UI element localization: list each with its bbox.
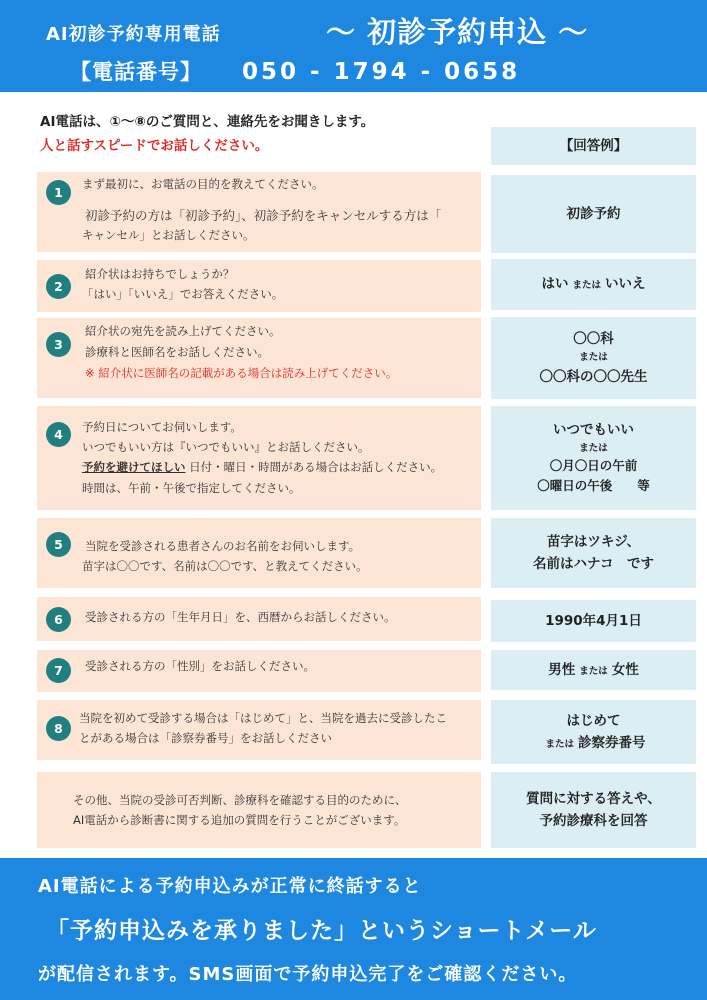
- phone-label: 【電話番号】: [70, 60, 202, 84]
- answer-5: [491, 518, 696, 588]
- question-4-line-4: 時間は、午前・午後で指定してください。: [82, 481, 301, 495]
- question-1-line-2: 初診予約の方は「初診予約」、初診予約をキャンセルする方は「: [85, 208, 442, 223]
- question-3: [37, 318, 481, 398]
- answer-2-no: いいえ: [605, 276, 646, 293]
- answer-3: [491, 317, 696, 399]
- answer-5-line-1: 苗字はツキジ、: [546, 533, 641, 550]
- number-6-icon: 6: [46, 607, 71, 632]
- question-4: [37, 406, 481, 510]
- header-subtitle: AI初診予約専用電話: [46, 24, 221, 45]
- question-3-line-1: 紹介状の宛先を読み上げてください。: [85, 324, 281, 338]
- answer-4-line-4: 〇曜日の午後 等: [537, 478, 650, 494]
- answer-3-line-3: 〇〇科の〇〇先生: [539, 368, 648, 385]
- answer-1: [491, 175, 696, 253]
- other-line-2: AI電話から診断書に関する追加の質問を行うことがございます。: [73, 813, 406, 827]
- question-2-line-2: 「はい」「いいえ」でお答えください。: [82, 287, 284, 301]
- phone-number[interactable]: 050 - 1794 - 0658: [242, 59, 521, 85]
- answer-7-female: 女性: [611, 661, 639, 678]
- answer-8-line-1: はじめて: [566, 712, 621, 729]
- question-1-line-3: キャンセル」とお話しください。: [82, 228, 255, 242]
- question-1: [37, 172, 481, 252]
- footer-banner: [0, 858, 707, 1000]
- number-1-icon: 1: [46, 180, 71, 205]
- question-4-line-3: [82, 459, 442, 477]
- question-7-line-1: 受診される方の「性別」をお話しください。: [85, 659, 315, 673]
- question-1-line-1: まず最初に、お電話の目的を教えてください。: [82, 177, 324, 191]
- answer-8-card-number: 診察券番号: [578, 735, 646, 751]
- answer-3-or: または: [579, 352, 608, 364]
- answer-4-line-1: いつでもいい: [553, 421, 634, 438]
- number-8-icon: 8: [46, 716, 71, 741]
- question-8-line-2: とがある場合は「診察券番号」をお話しください: [79, 731, 332, 745]
- number-7-icon: 7: [46, 658, 71, 683]
- answer-7-male: 男性: [548, 661, 576, 678]
- other-note: [37, 772, 481, 848]
- other-answer: [491, 772, 696, 848]
- other-line-1: その他、当院の受診可否判断、診療科を確認する目的のために、: [73, 793, 407, 807]
- question-6-line-1: 受診される方の「生年月日」を、西暦からお話しください。: [85, 610, 396, 624]
- footer-line-3: が配信されます。SMS画面で予約申込完了をご確認ください。: [38, 964, 578, 985]
- answer-header: [491, 127, 696, 165]
- question-4-line-2: いつでもいい方は『いつでもいい』とお話しください。: [82, 440, 370, 454]
- question-2: [37, 260, 481, 312]
- other-answer-line-2: 予約診療科を回答: [539, 813, 648, 829]
- answer-8-or: または: [545, 739, 574, 750]
- answer-5-line-2: 名前はハナコ です: [533, 556, 654, 572]
- question-4-line-3-rest: 日付・曜日・時間がある場合はお話しください。: [185, 460, 443, 474]
- question-3-note: ※ 紹介状に医師名の記載がある場合は読み上げてください。: [85, 366, 398, 380]
- answer-4-or: または: [579, 443, 608, 455]
- question-4-emphasis: 予約を避けてほしい: [82, 460, 186, 474]
- page-title: 〜 初診予約申込 〜: [326, 15, 589, 49]
- answer-2: [491, 259, 696, 310]
- footer-line-1: AI電話による予約申込みが正常に終話すると: [38, 876, 422, 897]
- intro-text: AI電話は、①〜⑧のご質問と、連絡先をお聞きします。: [40, 114, 375, 130]
- footer-line-2: 「予約申込みを承りました」というショートメール: [46, 918, 597, 944]
- intro-warning: 人と話すスピードでお話しください。: [40, 138, 269, 154]
- question-4-line-1: 予約日についてお伺いします。: [82, 420, 242, 434]
- question-5-line-1: 当院を受診される患者さんのお名前をお伺いします。: [85, 539, 361, 553]
- question-5-line-2: 苗字は〇〇です、名前は〇〇です、と教えてください。: [82, 559, 368, 573]
- answer-6: [491, 600, 696, 642]
- answer-8-line-2: [541, 732, 645, 754]
- answer-2-yes: はい: [541, 276, 569, 293]
- answer-2-line: [541, 273, 645, 295]
- answer-2-or: または: [572, 280, 601, 292]
- answer-4: [491, 406, 696, 510]
- other-answer-line-1: 質問に対する答えや、: [526, 790, 661, 807]
- question-3-line-2: 診療科と医師名をお話しください。: [85, 345, 269, 359]
- answer-8: [491, 700, 696, 764]
- question-7: [37, 650, 481, 692]
- question-8-line-1: 当院を初めて受診する場合は「はじめて」と、当院を過去に受診したこ: [79, 711, 447, 725]
- number-3-icon: 3: [46, 332, 71, 357]
- answer-header-label: 【回答例】: [559, 137, 628, 154]
- answer-3-line-1: 〇〇科: [573, 330, 614, 347]
- question-8: [37, 700, 481, 760]
- number-4-icon: 4: [46, 422, 71, 447]
- number-2-icon: 2: [46, 274, 71, 299]
- question-2-line-1: 紹介状はお持ちでしょうか？: [85, 267, 235, 281]
- header-banner: [0, 0, 707, 92]
- answer-7-line: [548, 659, 639, 681]
- question-6: [37, 597, 481, 641]
- answer-7: [491, 650, 696, 690]
- answer-4-line-3: 〇月〇日の午前: [549, 458, 638, 474]
- phone-row: [70, 56, 520, 86]
- number-5-icon: 5: [46, 532, 71, 557]
- question-5: [37, 518, 481, 588]
- answer-1-line-1: 初診予約: [566, 205, 621, 222]
- answer-6-line-1: 1990年4月1日: [545, 612, 642, 629]
- answer-7-or: または: [579, 665, 608, 677]
